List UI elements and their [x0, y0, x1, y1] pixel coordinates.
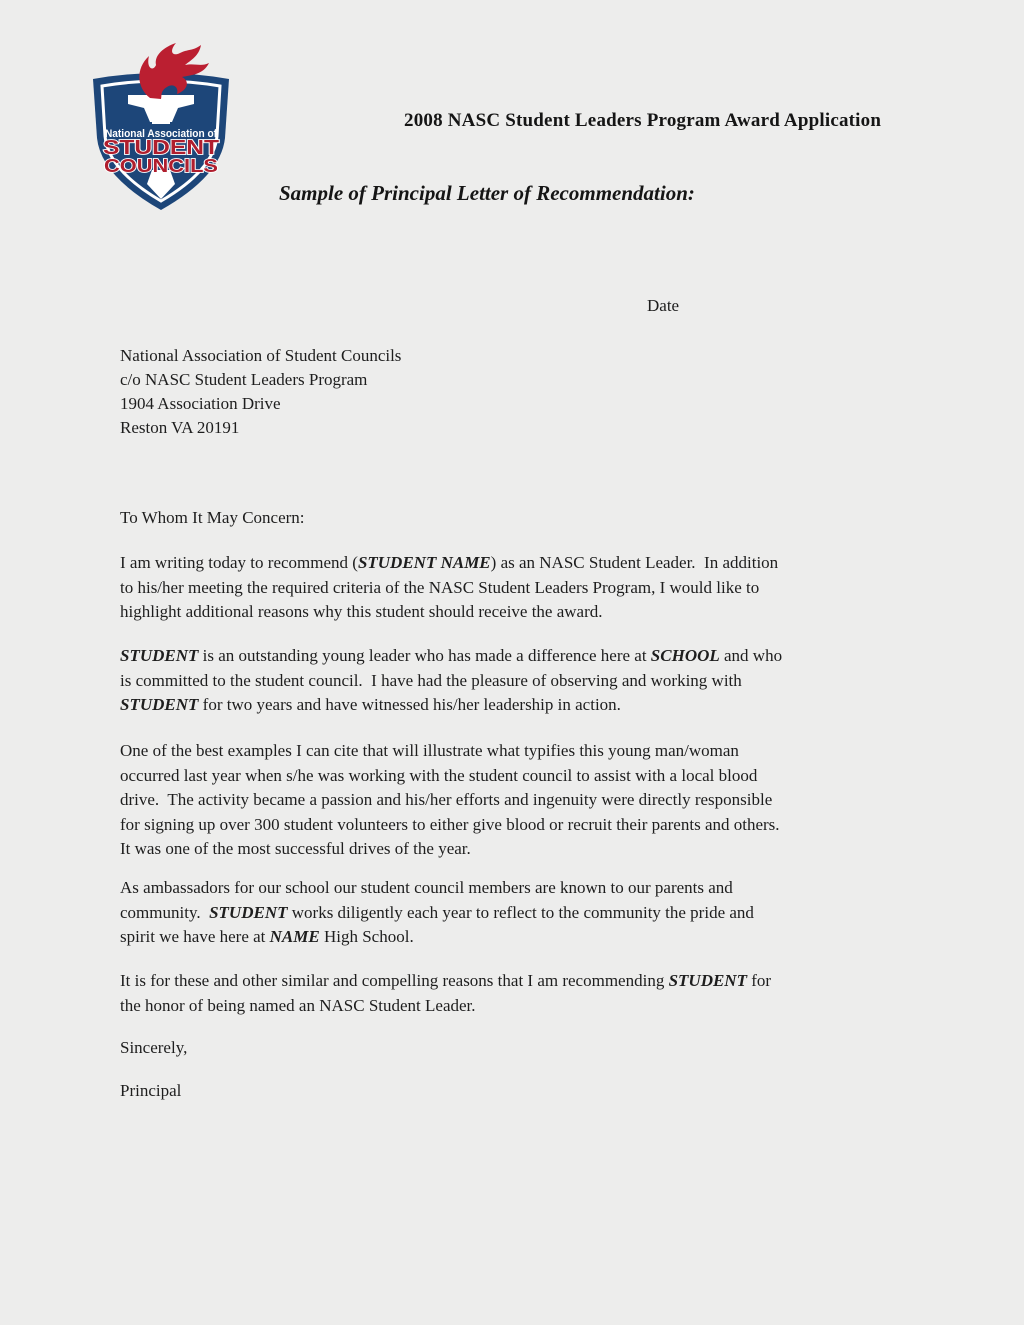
nasc-logo — [90, 42, 232, 216]
letter-text-segment: the honor of being named an NASC Student Leader. — [120, 995, 476, 1015]
address-line: National Association of Student Councils — [120, 346, 402, 365]
letter-text-segment: ) as an NASC Student Leader. In addition — [490, 553, 779, 572]
placeholder-emphasis: STUDENT — [120, 695, 199, 714]
letter-text-segment: community. — [120, 902, 210, 922]
letter-text-segment: It was one of the most successful drives of the year. — [120, 839, 471, 858]
letter-text-segment: to his/her meeting the required criteria of the NASC Student Leaders Program, I would like to — [120, 577, 760, 597]
letter-paragraph — [120, 876, 932, 950]
letter-text-segment: spirit we have here at — [120, 927, 270, 946]
torch-column — [152, 108, 170, 124]
address-line: c/o NASC Student Leaders Program — [120, 370, 368, 389]
date-label: Date — [647, 296, 680, 315]
placeholder-emphasis: STUDENT — [209, 902, 288, 922]
letter-text-segment: High School. — [319, 927, 414, 946]
document-subtitle: Sample of Principal Letter of Recommendation: — [279, 181, 695, 205]
letter-text-segment: As ambassadors for our school our student council members are known to our parents and — [120, 878, 733, 897]
signature: Principal — [120, 1081, 182, 1100]
letter-text-segment: is committed to the student council. I have had the pleasure of observing and working with — [120, 670, 742, 690]
closing: Sincerely, — [120, 1038, 188, 1057]
nasc-shield-icon — [90, 42, 232, 216]
address-line: 1904 Association Drive — [120, 394, 281, 413]
letter-text-segment: for — [746, 971, 772, 990]
address-line: Reston VA 20191 — [120, 418, 240, 437]
letter-paragraph — [120, 739, 932, 862]
letter-paragraph — [120, 644, 932, 718]
letter-text-segment: for two years and have witnessed his/her leadership in action. — [198, 695, 621, 714]
letter-text-segment: It is for these and other similar and compelling reasons that I am recommending — [120, 971, 669, 990]
letter-text-segment: for signing up over 300 student volunteers to either give blood or recruit their parents and others. — [120, 814, 780, 834]
letter-text-segment: occurred last year when s/he was working with the student council to assist with a local blood — [120, 765, 758, 785]
letter-paragraph — [120, 551, 932, 625]
letter-text-segment: and who — [719, 646, 783, 665]
letter-paragraph — [120, 969, 932, 1018]
salutation: To Whom It May Concern: — [120, 508, 305, 527]
letter-text-segment: is an outstanding young leader who has made a difference here at — [198, 646, 651, 665]
placeholder-emphasis: STUDENT — [668, 971, 747, 990]
placeholder-emphasis: STUDENT NAME — [357, 553, 491, 572]
letter-text-segment: drive. The activity became a passion and his/her efforts and ingenuity were directly responsible — [120, 790, 773, 809]
letter-text-segment: I am writing today to recommend ( — [120, 553, 358, 572]
logo-word-student: STUDENT — [103, 137, 219, 159]
letter-text-segment: One of the best examples I can cite that will illustrate what typifies this young man/woman — [120, 741, 739, 760]
letter-text-segment: works diligently each year to reflect to the community the pride and — [287, 902, 754, 922]
letter-text-segment: highlight additional reasons why this student should receive the award. — [120, 602, 603, 621]
placeholder-emphasis: STUDENT — [120, 646, 199, 665]
logo-org-line: National Association of — [105, 128, 218, 140]
recipient-address — [120, 344, 401, 440]
placeholder-emphasis: SCHOOL — [650, 646, 720, 665]
logo-word-councils: COUNCILS — [104, 155, 218, 176]
document-title: 2008 NASC Student Leaders Program Award Application — [404, 110, 882, 131]
placeholder-emphasis: NAME — [269, 927, 320, 946]
